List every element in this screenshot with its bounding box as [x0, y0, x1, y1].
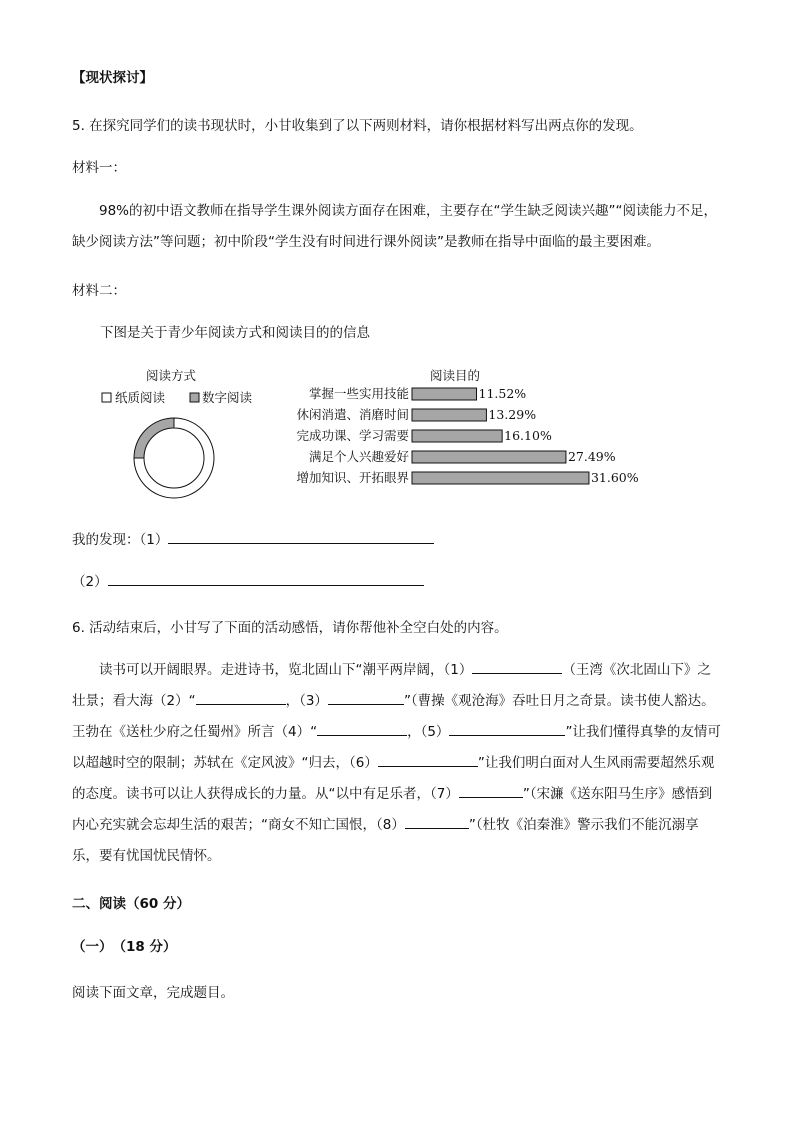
bar-category-label: 休闲消遣、消磨时间	[296, 407, 409, 422]
finding-2-row	[72, 570, 424, 590]
section-2-subtitle: （一） （18 分）	[72, 939, 177, 955]
material-1-label: 材料一：	[72, 160, 126, 176]
q6-text-6: ”让我们懂得真挚的友情可以超越时空的限制；苏轼在《定风波》“归去，（6）	[72, 724, 721, 771]
bar-title: 阅读目的	[430, 368, 481, 383]
bar-data-label: 31.60%	[590, 470, 639, 485]
question-6-passage	[72, 655, 722, 872]
finding-1-label: 我的发现：（1）	[72, 532, 169, 548]
finding-1-blank[interactable]	[168, 529, 434, 544]
q6-text-9: ”（杜牧《泊秦淮》警示我们不能沉溺享乐，要有忧国忧民情怀。	[72, 817, 699, 864]
legend-digital-swatch	[190, 393, 199, 402]
bar-data-label: 27.49%	[567, 449, 616, 464]
finding-1-row	[72, 528, 434, 548]
question-5-prompt: 5. 在探究同学们的读书现状时，小甘收集到了以下两则材料，请你根据材料写出两点你的发现。	[72, 118, 643, 134]
legend-paper-swatch	[102, 393, 111, 402]
bar-category-label: 完成功课、学习需要	[296, 428, 409, 443]
question-6-prompt: 6. 活动结束后，小甘写了下面的活动感悟，请你帮他补全空白处的内容。	[72, 620, 508, 636]
bar	[412, 430, 502, 442]
reading-chart	[94, 360, 654, 500]
q6-text-8: ”（宋濂《送东阳马生序》感悟到内心充实就会忘却生活的艰苦；“商女不知亡国恨，（8）	[72, 786, 713, 833]
blank-5[interactable]	[449, 721, 565, 736]
bar-data-label: 13.29%	[488, 407, 537, 422]
q6-text-7: ”让我们明白面对人生风雨需要超然乐观的态度。读书可以让人获得成长的力量。从“以中有足乐者，（7）	[72, 755, 715, 802]
material-1-text: 98%的初中语文教师在指导学生课外阅读方面存在困难，主要存在“学生缺乏阅读兴趣”“阅读能力不足，缺少阅读方法”等问题；初中阶段“学生没有时间进行课外阅读”是教师在指导中面临的最主要困难。	[72, 203, 717, 250]
material-2-label: 材料二：	[72, 283, 126, 299]
blank-2[interactable]	[196, 690, 286, 705]
q6-text-3: ，（3）	[285, 693, 328, 709]
legend-digital-label: 数字阅读	[202, 390, 253, 405]
donut-chart	[134, 418, 214, 498]
q6-text-5: ，（5）	[407, 724, 450, 740]
blank-4[interactable]	[317, 721, 407, 736]
bar-chart	[296, 386, 638, 485]
bar-data-label: 11.52%	[478, 386, 527, 401]
blank-7[interactable]	[459, 783, 523, 798]
donut-slice-digital	[134, 418, 174, 458]
reading-instruction: 阅读下面文章，完成题目。	[72, 985, 234, 1001]
finding-2-blank[interactable]	[108, 571, 424, 586]
bar-category-label: 掌握一些实用技能	[308, 386, 409, 401]
bar	[412, 388, 477, 400]
legend-paper-label: 纸质阅读	[115, 390, 166, 405]
q6-text-2: （王湾《次北固山下》之壮景；看大海（2）“	[72, 662, 711, 709]
section-2-title: 二、阅读（60 分）	[72, 896, 190, 912]
section-heading-status: 【现状探讨】	[72, 70, 153, 86]
blank-6[interactable]	[378, 752, 478, 767]
q6-text-4: ”（曹操《观沧海》吞吐日月之奇景。读书使人豁达。王勃在《送杜少府之任蜀州》所言（4）“	[72, 693, 715, 740]
blank-1[interactable]	[472, 659, 562, 674]
blank-8[interactable]	[405, 814, 469, 829]
bar	[412, 472, 589, 484]
q6-text-1: 读书可以开阔眼界。走进诗书，览北固山下“潮平两岸阔，（1）	[99, 662, 473, 678]
finding-2-label: （2）	[72, 574, 108, 590]
pie-title: 阅读方式	[146, 368, 197, 383]
bar-category-label: 增加知识、开拓眼界	[296, 470, 409, 485]
blank-3[interactable]	[328, 690, 404, 705]
bar	[412, 451, 566, 463]
bar-category-label: 满足个人兴趣爱好	[308, 449, 409, 464]
material-2-text: 下图是关于青少年阅读方式和阅读目的的信息	[100, 325, 370, 341]
bar-data-label: 16.10%	[504, 428, 552, 443]
bar	[412, 409, 486, 421]
